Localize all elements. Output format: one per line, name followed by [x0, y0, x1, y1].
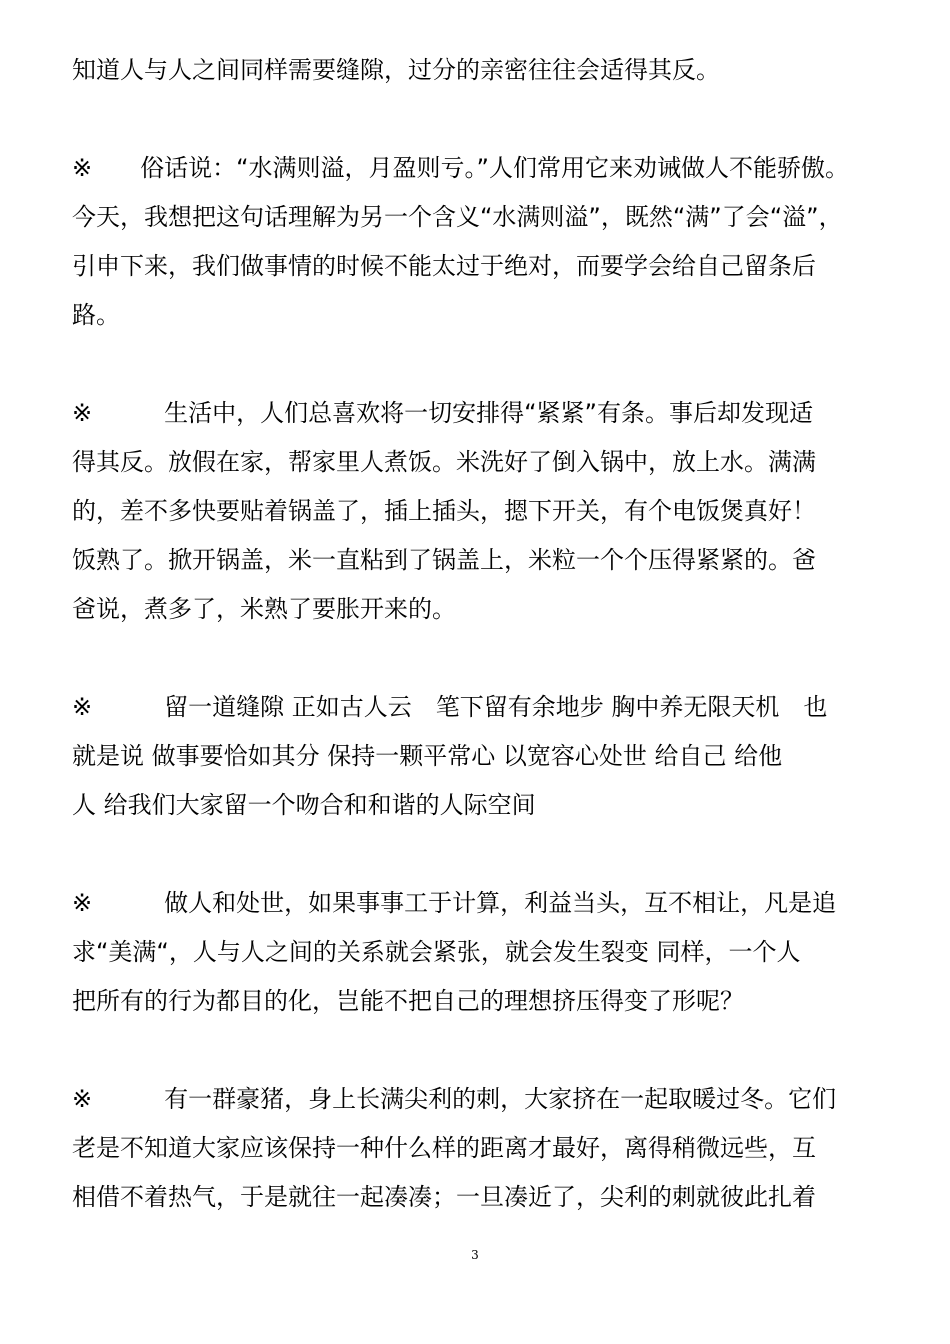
- text-line: ※ 做人和处世，如果事事工于计算，利益当头，互不相让，凡是追: [72, 889, 837, 917]
- page-number: 3: [471, 1248, 479, 1262]
- text-line: ※ 留一道缝隙 正如古人云 笔下留有余地步 胸中养无限天机 也: [72, 693, 828, 721]
- paragraph-gap: [72, 95, 882, 144]
- text-line: 爸说，煮多了，米熟了要胀开来的。: [72, 595, 456, 623]
- paragraph-gap: [72, 340, 882, 389]
- document-body: [72, 46, 882, 1222]
- text-line: ※ 生活中，人们总喜欢将一切安排得“紧紧”有条。事后却发现适: [72, 399, 813, 427]
- paragraph-gap: [72, 830, 882, 879]
- text-line: ※ 俗话说：“水满则溢，月盈则亏。”人们常用它来劝诫做人不能骄傲。: [72, 154, 849, 182]
- text-line: 路。: [72, 301, 120, 329]
- text-line: 知道人与人之间同样需要缝隙，过分的亲密往往会适得其反。: [72, 56, 720, 84]
- text-line: 今天，我想把这句话理解为另一个含义“水满则溢”，既然“满”了会“溢”，: [72, 203, 843, 231]
- text-line: 得其反。放假在家，帮家里人煮饭。米洗好了倒入锅中，放上水。满满: [72, 448, 816, 476]
- text-line: 把所有的行为都目的化，岂能不把自己的理想挤压得变了形呢？: [72, 987, 744, 1015]
- text-line: 人 给我们大家留一个吻合和和谐的人际空间: [72, 791, 536, 819]
- text-line: 求“美满“，人与人之间的关系就会紧张，就会发生裂变 同样，一个人: [72, 938, 801, 966]
- text-line: 引申下来，我们做事情的时候不能太过于绝对，而要学会给自己留条后: [72, 252, 816, 280]
- text-line: ※ 有一群豪猪，身上长满尖利的刺，大家挤在一起取暖过冬。它们: [72, 1085, 837, 1113]
- text-line: 的，差不多快要贴着锅盖了，插上插头，摁下开关，有个电饭煲真好！: [72, 497, 816, 525]
- paragraph-gap: [72, 1026, 882, 1075]
- text-line: 饭熟了。掀开锅盖，米一直粘到了锅盖上，米粒一个个压得紧紧的。爸: [72, 546, 816, 574]
- text-line: 相借不着热气，于是就往一起凑凑；一旦凑近了，尖利的刺就彼此扎着: [72, 1183, 816, 1211]
- paragraph-gap: [72, 634, 882, 683]
- text-line: 老是不知道大家应该保持一种什么样的距离才最好，离得稍微远些，互: [72, 1134, 816, 1162]
- text-line: 就是说 做事要恰如其分 保持一颗平常心 以宽容心处世 给自己 给他: [72, 742, 783, 770]
